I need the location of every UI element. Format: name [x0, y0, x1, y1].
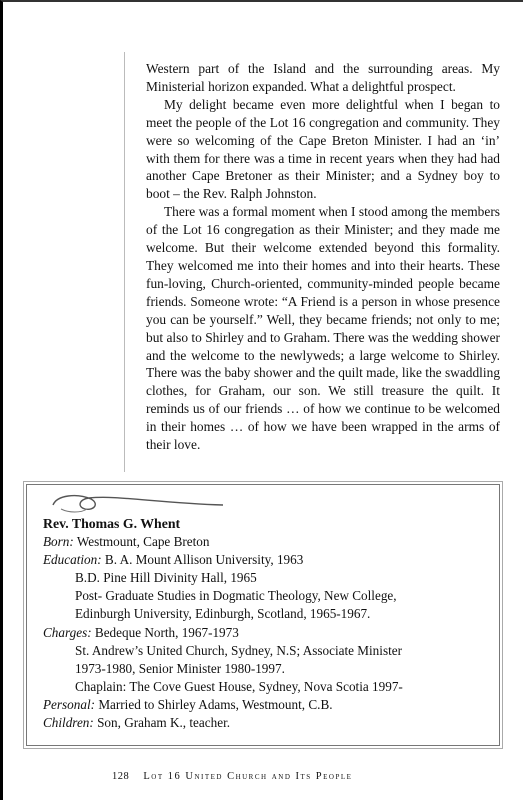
education-item: B.D. Pine Hill Divinity Hall, 1965: [75, 570, 257, 586]
education-item: Post- Graduate Studies in Dogmatic Theology, New College,: [75, 588, 397, 604]
education-item: Edinburgh University, Edinburgh, Scotland, 1965-1967.: [75, 606, 371, 622]
education-row: [43, 551, 489, 569]
paragraph-2: My delight became even more delightful when I began to meet the people of the Lot 16 congregation and community. They were so welcoming of the Cape Breton Minister. I had an ‘in’ with them for there was a time in recent years when they had had another Cape Bretoner as their Minister; and a Sydney boy to boot – the Rev. Ralph Johnston.: [146, 96, 500, 202]
born-label: Born:: [43, 534, 74, 550]
page-footer: [112, 771, 352, 782]
children-label: Children:: [43, 715, 94, 731]
biography-box: [26, 484, 500, 746]
personal-value: Married to Shirley Adams, Westmount, C.B.: [98, 696, 333, 712]
born-value: Westmount, Cape Breton: [76, 534, 210, 550]
born-row: [43, 533, 489, 551]
charge-item: Bedeque North, 1967-1973: [94, 624, 239, 640]
paragraph-3: There was a formal moment when I stood among the members of the Lot 16 congregation as their Minister; and they made me welcome. But their welcome extended beyond this formality. They welcomed me into their homes and into their hearts. These fun-loving, Church-oriented, community-minded people became friends. Someone wrote: “A Friend is a person in whose presence you can be yourself.” Well, they became friends; not only to me; but also to Shirley and to Graham. There was the wedding shower and the welcome to the newlyweds; a large welcome to Shirley. There was the baby shower and the quilt made, like the swaddling clothes, for Graham, our son. We still treasure the quilt. It reminds us of our friends … of how we continue to be welcomed in their homes … of how we have been wrapped in the arms of their love.: [146, 204, 501, 453]
charge-item: Chaplain: The Cove Guest House, Sydney, Nova Scotia 1997-: [75, 678, 403, 694]
flourish-ornament: [47, 489, 227, 515]
minister-name: Rev. Thomas G. Whent: [43, 516, 181, 531]
personal-label: Personal:: [43, 696, 96, 712]
charges-label: Charges:: [43, 624, 92, 640]
running-title: Lot 16 United Church and Its People: [143, 771, 353, 782]
charge-item: St. Andrew’s United Church, Sydney, N.S; Associate Minister: [75, 642, 402, 658]
margin-rule: [124, 52, 125, 472]
children-row: [43, 714, 489, 732]
paragraph-1: Western part of the Island and the surrounding areas. My Ministerial horizon expanded. What a delightful prospect.: [146, 61, 500, 94]
charge-item: 1973-1980, Senior Minister 1980-1997.: [75, 660, 285, 676]
page-number: 128: [112, 771, 130, 782]
children-value: Son, Graham K., teacher.: [97, 715, 231, 731]
charges-row: [43, 624, 489, 642]
biography-content: [43, 515, 489, 732]
education-label: Education:: [43, 552, 102, 568]
education-item: B. A. Mount Allison University, 1963: [104, 552, 304, 568]
body-text: [146, 60, 500, 454]
personal-row: [43, 696, 489, 714]
